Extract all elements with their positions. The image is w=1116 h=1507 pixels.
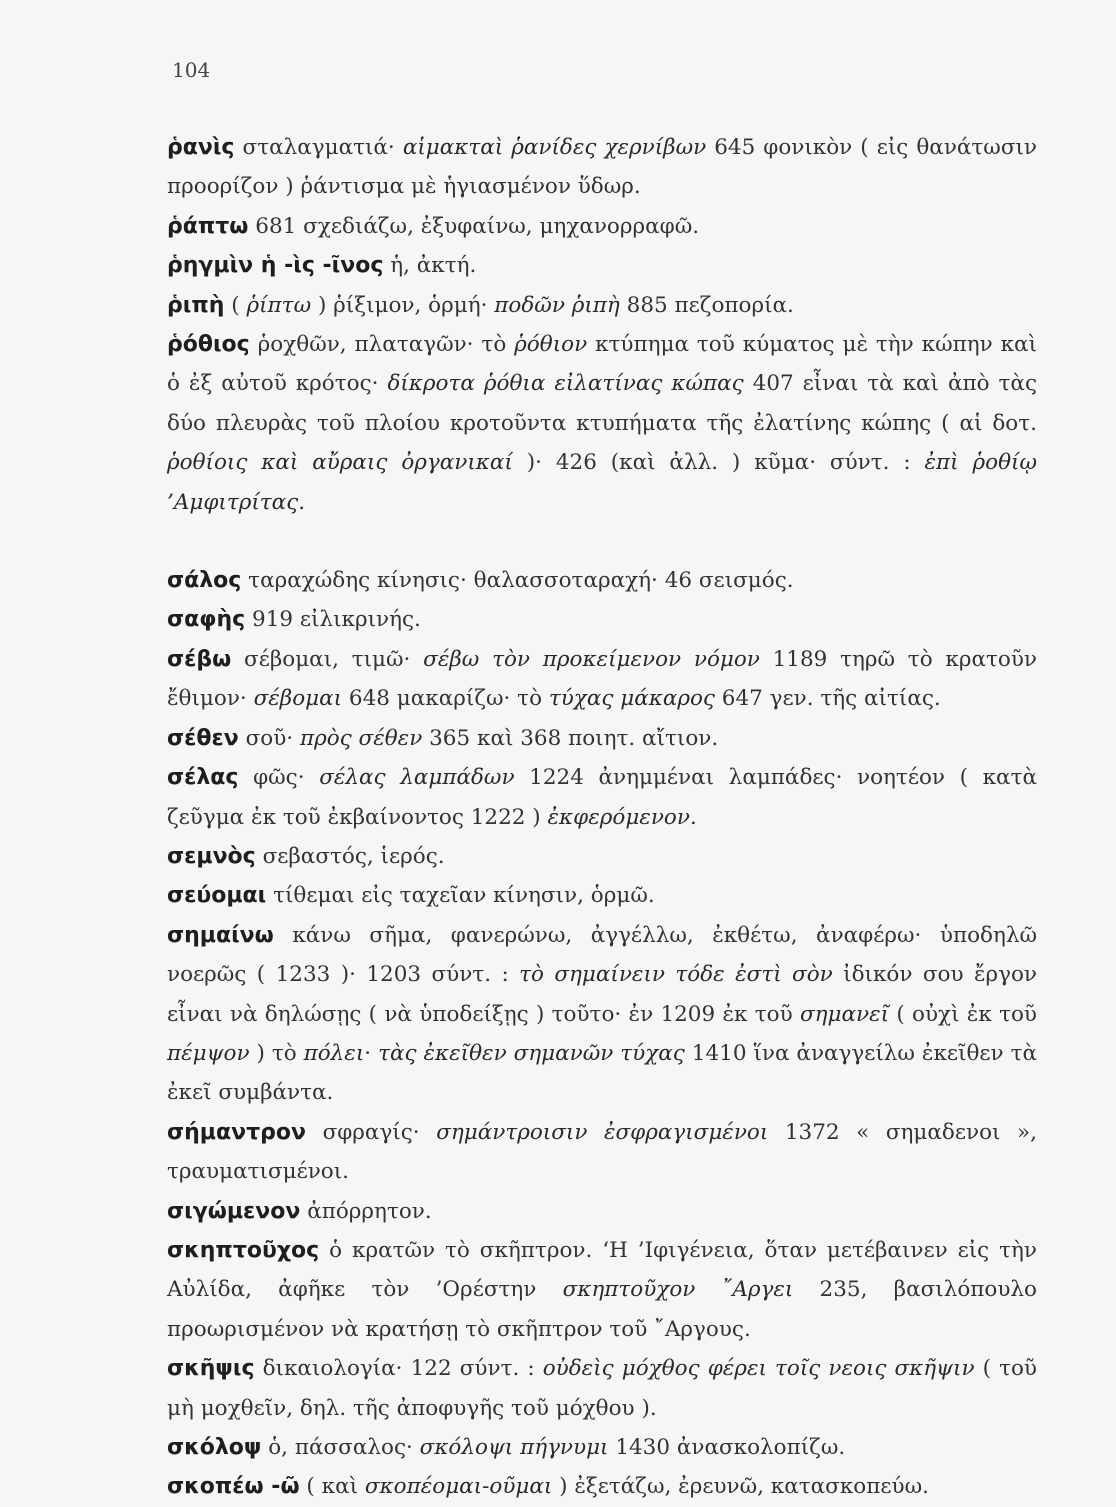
entry-quotation: σημάντροισιν ἐσφραγισμένοι xyxy=(436,1119,769,1145)
entry-quotation: σκόλοψι πήγνυμι xyxy=(419,1435,609,1460)
entry-definition: 681 σχεδιάζω, ἐξυφαίνω, μηχανορραφῶ. xyxy=(255,213,700,239)
dictionary-entry xyxy=(167,640,1037,719)
entry-definition: 365 καὶ 368 ποιητ. αἴτιον. xyxy=(422,725,719,751)
entry-quotation: ῥοθίοις καὶ αὔραις ὀργανικαί xyxy=(167,450,513,476)
entry-definition: )· 426 (καὶ ἀλλ. ) κῦμα· σύντ. : xyxy=(512,450,925,476)
entry-headword: σκῆψις xyxy=(167,1356,255,1382)
dictionary-entry xyxy=(167,1192,1037,1231)
dictionary-entry xyxy=(167,837,1037,876)
dictionary-entry xyxy=(167,286,1037,325)
entry-definition: κτύπημα τοῦ κύματος μὲ τὴν κώπην καὶ ὁ ἐξ αὐτοῦ κρότος· xyxy=(167,332,1037,397)
entry-headword: σέθεν xyxy=(167,725,239,751)
entry-definition: 1410 ἵνα ἀναγγείλω ἐκεῖθεν τὰ ἐκεῖ συμβάντα. xyxy=(167,1040,1037,1106)
entry-definition: ἀπόρρητον. xyxy=(307,1198,432,1224)
entry-quotation: σκηπτοῦχον ῎Αργει xyxy=(562,1277,794,1303)
entry-headword: ῥάπτω xyxy=(167,213,249,239)
entry-headword: ῥανὶς xyxy=(167,135,235,160)
entry-definition: σταλαγματιά· xyxy=(242,135,403,160)
entry-definition: 407 εἶναι τὰ καὶ ἀπὸ τὰς δύο πλευρὰς τοῦ πλοίου κροτοῦντα κτυπήματα τῆς ἐλατίνης κώπης ( αἱ δοτ. xyxy=(167,371,1037,436)
entry-quotation: οὐδεὶς μόχθος φέρει τοῖς νεοις σκῆψιν xyxy=(542,1356,975,1382)
entry-definition: ἰδικόν σου ἔργον εἶναι νὰ δηλώσῃς ( νὰ ὑποδείξῃς ) τοῦτο· ἐν 1209 ἐκ τοῦ xyxy=(167,962,1037,1027)
entry-definition: ) ἐξετάζω, ἐρευνῶ, κατασκοπεύω. xyxy=(552,1474,929,1500)
entry-definition: σφραγίς· xyxy=(322,1119,437,1145)
entry-headword: σεμνὸς xyxy=(167,843,256,869)
dictionary-entry xyxy=(167,600,1037,639)
entry-quotation: δίκροτα ῥόθια εἰλατίνας κώπας xyxy=(387,371,744,397)
entry-quotation: αἱμακταὶ ῥανίδες χερνίβων xyxy=(402,135,707,160)
entry-headword: ῥηγμὶν ἡ -ὶς -ῖνος xyxy=(167,253,384,279)
entry-headword: σιγώμενον xyxy=(167,1198,301,1224)
entry-quotation: σέβομαι xyxy=(253,686,343,712)
dictionary-entry xyxy=(167,246,1037,285)
dictionary-entry xyxy=(167,1428,1037,1467)
entry-definition: 1189 τηρῶ τὸ κρατοῦν ἔθιμον· xyxy=(167,646,1037,712)
entry-quotation: ἐπὶ ῥοθίῳ ’Αμφιτρίτας. xyxy=(167,450,1037,515)
entry-headword: σάλος xyxy=(167,568,242,594)
dictionary-entry xyxy=(167,916,1037,1113)
entry-quotation: ποδῶν ῥιπὴ xyxy=(494,292,620,318)
dictionary-entry xyxy=(167,207,1037,246)
entry-definition: ὁ, πάσσαλος· xyxy=(268,1435,420,1460)
entry-definition: 885 πεζοπορία. xyxy=(619,292,794,318)
entry-quotation: ῥόθιον xyxy=(514,332,588,358)
dictionary-entry xyxy=(167,1349,1037,1428)
entry-headword: σκόλοψ xyxy=(167,1435,262,1460)
entry-quotation: σέβω τὸν προκείμενον νόμον xyxy=(423,646,760,672)
entry-quotation: ῥίπτω xyxy=(246,292,312,318)
entry-definition: 645 φονικὸν ( εἰς θανάτωσιν προορίζον ) ῥάντισμα μὲ ἡγιασμένον ὕδωρ. xyxy=(167,135,1038,200)
entry-definition: ( xyxy=(231,292,247,318)
entry-headword: σεύομαι xyxy=(167,883,267,909)
entry-quotation: πρὸς σέθεν xyxy=(299,725,423,751)
entry-definition: ὁ κρατῶν τὸ σκῆπτρον. ‘Η ’Ιφιγένεια, ὅταν μετέβαινεν εἰς τὴν Αὐλίδα, ἀφῆκε τὸν ’Ορέστην xyxy=(167,1237,1037,1303)
entry-definition: ( καὶ xyxy=(306,1474,365,1500)
dictionary-entry xyxy=(167,128,1037,207)
entry-definition: ) ῥίξιμον, ὁρμή· xyxy=(311,292,495,318)
dictionary-entry xyxy=(167,325,1037,522)
entry-definition: ( τοῦ μὴ μοχθεῖν, δηλ. τῆς ἀποφυγῆς τοῦ μόχθου ). xyxy=(167,1356,1038,1421)
entry-quotation: τὸ σημαίνειν τόδε ἐστὶ σὸν xyxy=(519,962,833,988)
entry-definition: ἡ, ἀκτή. xyxy=(390,253,477,279)
dictionary-entry xyxy=(167,561,1037,600)
entry-definition: 919 εἰλικρινής. xyxy=(252,607,421,633)
entry-headword: σκοπέω -ῶ xyxy=(167,1474,300,1500)
entry-headword: σέβω xyxy=(167,646,232,672)
entry-definition: 1430 ἀνασκολοπίζω. xyxy=(608,1435,846,1460)
entry-definition: 647 γεν. τῆς αἰτίας. xyxy=(714,686,941,712)
dictionary-entry xyxy=(167,1113,1037,1192)
entry-quotation: τύχας μάκαρος xyxy=(548,686,715,712)
entry-headword: ῥόθιος xyxy=(167,332,250,358)
entry-headword: σήμαντρον xyxy=(167,1119,306,1145)
entry-headword: ῥιπὴ xyxy=(167,292,225,318)
entry-definition: 1224 ἀνημμέναι λαμπάδες· νοητέον ( κατὰ ζεῦγμα ἐκ τοῦ ἐκβαίνοντος 1222 ) xyxy=(167,765,1037,830)
dictionary-entry xyxy=(167,1231,1037,1349)
entry-definition: 235, βασιλόπουλο προωρισμένον νὰ κρατήσῃ τὸ σκῆπτρον τοῦ ῎Αργους. xyxy=(167,1277,1037,1342)
dictionary-entry xyxy=(167,1467,1037,1506)
entry-definition: 1372 « σημαδενοι », τραυματισμένοι. xyxy=(167,1119,1037,1185)
entry-definition: ῥοχθῶν, πλαταγῶν· τὸ xyxy=(257,332,515,358)
dictionary-entry xyxy=(167,876,1037,915)
entry-quotation: σέλας λαμπάδων xyxy=(319,765,515,791)
entry-definition: τίθεμαι εἰς ταχεῖαν κίνησιν, ὁρμῶ. xyxy=(273,883,655,909)
entry-quotation: ἐκφερόμενον. xyxy=(547,804,697,830)
dictionary-entry xyxy=(167,758,1037,837)
entry-definition: ( οὐχὶ ἐκ τοῦ xyxy=(889,1001,1037,1027)
entry-quotation: σημανεῖ xyxy=(799,1001,890,1027)
entry-quotation: τὰς ἐκεῖθεν σημανῶν τύχας xyxy=(378,1040,685,1066)
dictionary-entry xyxy=(167,719,1037,758)
entry-headword: σκηπτοῦχος xyxy=(167,1237,320,1263)
entry-headword: σαφὴς xyxy=(167,607,246,633)
dictionary-entries xyxy=(167,128,1037,1507)
entry-definition: κάνω σῆμα, φανερώνω, ἀγγέλλω, ἐκθέτω, ἀναφέρω· ὑποδηλῶ νοερῶς ( 1233 )· 1203 σύντ. : xyxy=(167,922,1037,988)
entry-definition: φῶς· xyxy=(253,765,320,791)
entry-definition: · xyxy=(364,1040,379,1066)
entry-quotation: πόλει xyxy=(303,1040,365,1066)
entry-headword: σημαίνω xyxy=(167,922,274,948)
entry-definition: σεβαστός, ἱερός. xyxy=(262,843,445,869)
entry-definition: ταραχώδης κίνησις· θαλασσοταραχή· 46 σεισμός. xyxy=(248,568,794,594)
entry-definition: 648 μακαρίζω· τὸ xyxy=(342,686,549,712)
entry-definition: σέβομαι, τιμῶ· xyxy=(244,646,424,672)
entry-definition: δικαιολογία· 122 σύντ. : xyxy=(262,1356,543,1382)
entry-definition: ) τὸ xyxy=(249,1040,304,1066)
entry-quotation: πέμψον xyxy=(167,1040,250,1066)
entry-headword: σέλας xyxy=(167,765,239,791)
entry-definition: σοῦ· xyxy=(245,725,300,751)
entry-quotation: σκοπέομαι-οῦμαι xyxy=(364,1474,553,1500)
page-number: 104 xyxy=(172,58,211,82)
